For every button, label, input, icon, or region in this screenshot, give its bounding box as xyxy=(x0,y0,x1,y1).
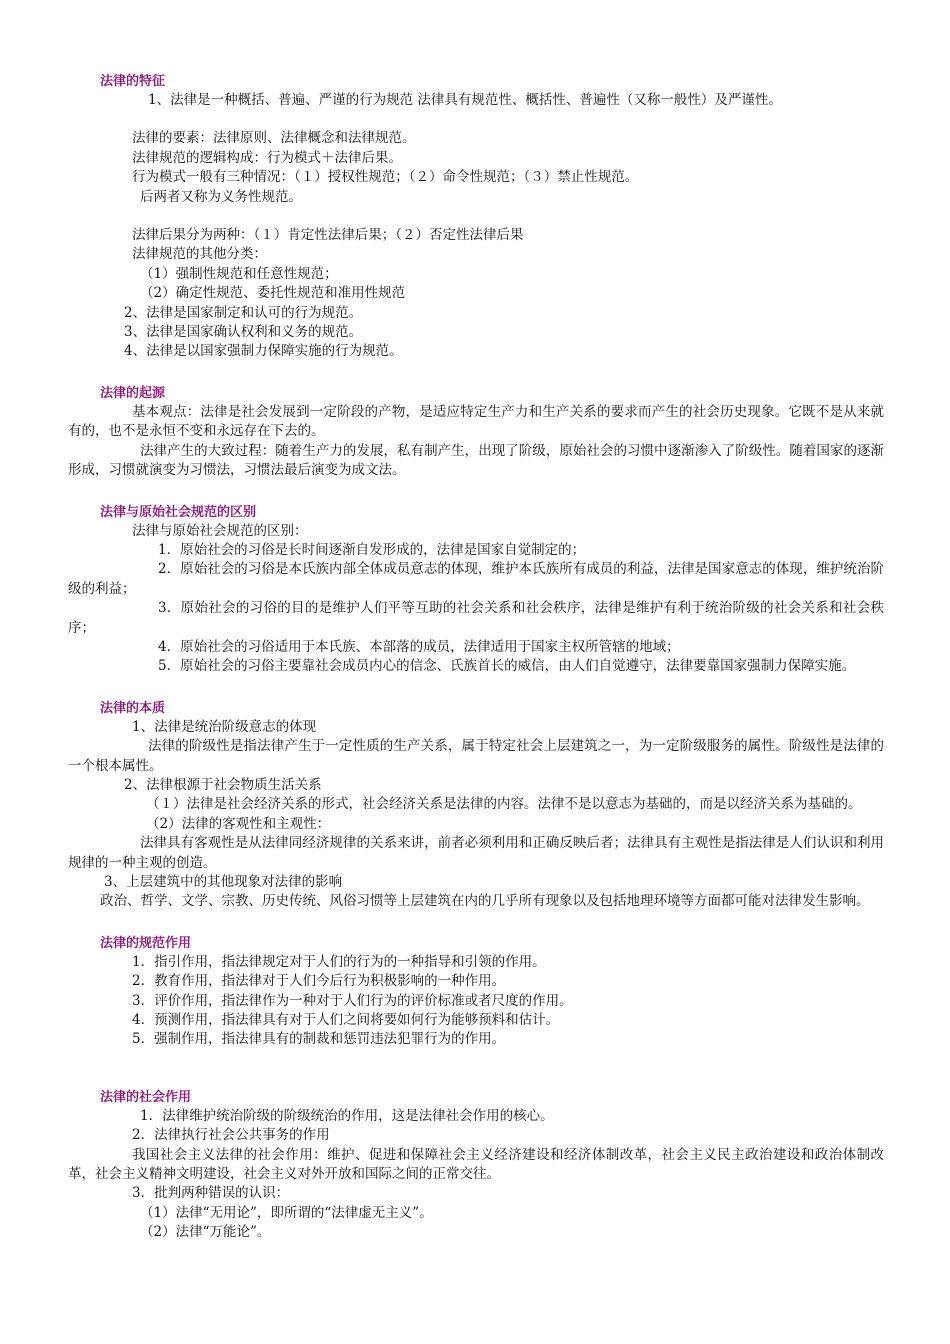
s3-item-2: 2．原始社会的习俗是本氏族内部全体成员意志的体现，维护本氏族所有成员的利益，法律是国家意志的体现，维护统治阶级的利益； xyxy=(68,561,884,597)
s5-line-4: 4．预测作用，指法律具有对于人们之间将要如何行为能够预料和估计。 xyxy=(132,1012,560,1029)
s3-item-5: 5．原始社会的习俗主要靠社会成员内心的信念、氏族首长的威信，由人们自觉遵守，法律要靠国家强制力保障实施。 xyxy=(158,658,856,675)
s5-line-5: 5．强制作用，指法律具有的制裁和惩罚违法犯罪行为的作用。 xyxy=(132,1031,506,1048)
s4-line-2: 2、法律根源于社会物质生活关系 xyxy=(124,776,322,793)
s3-item-1: 1．原始社会的习俗是长时间逐渐自发形成的，法律是国家自觉制定的； xyxy=(158,541,586,558)
s4-line-1: 1、法律是统治阶级意志的体现 xyxy=(132,718,317,735)
heading-law-origin: 法律的起源 xyxy=(100,385,166,401)
s1-line-2: 法律的要素：法律原则、法律概念和法律规范。 xyxy=(132,130,416,147)
heading-law-vs-primitive-norms: 法律与原始社会规范的区别 xyxy=(100,504,257,520)
s1-line-6: 法律后果分为两种：（１）肯定性法律后果；（２）否定性法律后果 xyxy=(132,227,524,244)
s4-line-3: （2）法律的客观性和主观性： xyxy=(146,815,331,832)
s6-line-1: 1．法律维护统治阶级的阶级统治的作用，这是法律社会作用的核心。 xyxy=(140,1107,554,1124)
s1-line-1: 1、法律是一种概括、普遍、严谨的行为规范 法律具有规范性、概括性、普遍性（又称一般性）及严谨性。 xyxy=(148,92,782,108)
s1-line-4: 行为模式一般有三种情况：（１）授权性规范；（２）命令性规范；（３）禁止性规范。 xyxy=(132,169,639,186)
s1-line-11: 3、法律是国家确认权利和义务的规范。 xyxy=(124,324,363,341)
s5-line-1: 1．指引作用，指法律规定对于人们的行为的一种指导和引领的作用。 xyxy=(132,953,546,970)
heading-law-normative-functions: 法律的规范作用 xyxy=(100,935,192,951)
s4-paragraph-3: 法律具有客观性是从法律同经济规律的关系来讲，前者必须利用和正确反映后者；法律具有主观性是指法律是人们认识和利用规律的一种主观的创造。 xyxy=(68,835,884,871)
s6-paragraph-1: 我国社会主义法律的社会作用：维护、促进和保障社会主义经济建设和经济体制改革，社会主义民主政治建设和政治体制改革，社会主义精神文明建设，社会主义对外开放和国际之间的正常交往。 xyxy=(68,1146,884,1183)
s2-paragraph-1: 基本观点：法律是社会发展到一定阶段的产物，是适应特定生产力和生产关系的要求而产生的社会历史现象。它既不是从来就有的，也不是永恒不变和永远存在下去的。 xyxy=(68,403,884,440)
s6-line-3: 3．批判两种错误的认识： xyxy=(132,1185,290,1202)
s4-paragraph-1: 法律的阶级性是指法律产生于一定性质的生产关系，属于特定社会上层建筑之一，为一定阶级服务的属性。阶级性是法律的一个根本属性。 xyxy=(68,738,884,774)
s1-line-10: 2、法律是国家制定和认可的行为规范。 xyxy=(124,304,363,321)
s6-line-5: （2）法律“万能论”。 xyxy=(140,1224,271,1241)
s1-line-8: （1）强制性规范和任意性规范； xyxy=(140,265,338,282)
heading-law-characteristics: 法律的特征 xyxy=(100,74,166,89)
s3-item-3: 3．原始社会的习俗的目的是维护人们平等互助的社会关系和社会秩序，法律是维护有利于统治阶级的社会关系和社会秩序； xyxy=(68,600,884,636)
s3-intro: 法律与原始社会规范的区别： xyxy=(132,522,308,539)
s5-line-3: 3．评价作用，指法律作为一种对于人们行为的评价标准或者尺度的作用。 xyxy=(132,992,573,1009)
s4-paragraph-4: 政治、哲学、文学、宗教、历史传统、风俗习惯等上层建筑在内的几乎所有现象以及包括地理环境等方面都可能对法律发生影响。 xyxy=(100,893,870,910)
s5-line-2: 2．教育作用，指法律对于人们今后行为积极影响的一种作用。 xyxy=(132,973,506,990)
document-page xyxy=(68,72,888,1243)
s1-line-12: 4、法律是以国家强制力保障实施的行为规范。 xyxy=(124,343,403,360)
heading-law-social-functions: 法律的社会作用 xyxy=(100,1089,192,1105)
s3-item-4: 4．原始社会的习俗适用于本氏族、本部落的成员，法律适用于国家主权所管辖的地域； xyxy=(158,638,680,655)
s4-line-4: 3、上层建筑中的其他现象对法律的影响 xyxy=(104,874,343,890)
s1-line-9: （2）确定性规范、委托性规范和准用性规范 xyxy=(140,285,406,302)
s1-line-5: 后两者又称为义务性规范。 xyxy=(140,188,302,205)
s4-paragraph-2: （１）法律是社会经济关系的形式，社会经济关系是法律的内容。法律不是以意志为基础的，而是以经济关系为基础的。 xyxy=(146,796,862,813)
s6-line-4: （1）法律“无用论”，即所谓的“法律虚无主义”。 xyxy=(140,1204,433,1221)
heading-law-essence: 法律的本质 xyxy=(100,700,166,716)
s1-line-7: 法律规范的其他分类： xyxy=(132,246,267,263)
s2-paragraph-2: 法律产生的大致过程：随着生产力的发展，私有制产生，出现了阶级，原始社会的习惯中逐渐渗入了阶级性。随着国家的逐渐形成，习惯就演变为习惯法，习惯法最后演变为成文法。 xyxy=(68,442,884,479)
s1-line-3: 法律规范的逻辑构成：行为模式＋法律后果。 xyxy=(132,149,402,166)
s6-line-2: 2．法律执行社会公共事务的作用 xyxy=(132,1127,330,1144)
